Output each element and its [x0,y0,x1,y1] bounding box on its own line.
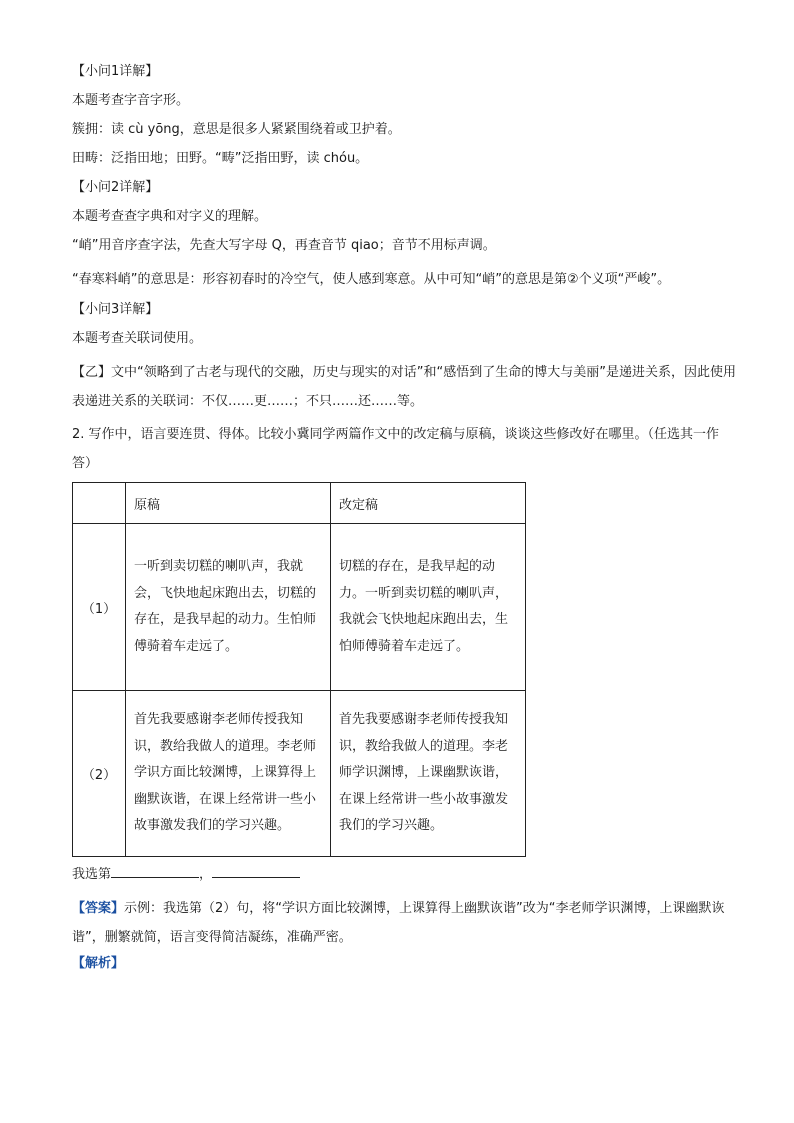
comparison-table [72,482,526,857]
q2-line-2: “峭”用音序查字法，先查大写字母 Q，再查音节 qiao；音节不用标声调。 [72,238,496,253]
table-row [73,691,526,857]
fill-separator: ， [199,867,213,882]
q2-header: 【小问2详解】 [72,180,159,195]
original-text: 首先我要感谢李老师传授我知识，教给我做人的道理。李老师学识方面比较渊博，上课算得上幽默诙谐，在课上经常讲一些小故事激发我们的学习兴趣。 [134,712,317,834]
q1-line-3: 田畴：泛指田地；田野。“畴”泛指田野，读 chóu。 [72,151,369,166]
answer-text: 示例：我选第（2）句，将“学识方面比较渊博，上课算得上幽默诙谐”改为“李老师学识渊博，上课幽默诙谐”，删繁就简，语言变得简洁凝练，准确严密。 [72,901,725,945]
header-revised: 改定稿 [331,483,526,524]
q3-header: 【小问3详解】 [72,302,159,317]
q1-line-1: 本题考查字音字形。 [72,93,190,108]
answer-paragraph [72,894,737,952]
question-2-prompt: 2. 写作中，语言要连贯、得体。比较小冀同学两篇作文中的改定稿与原稿，谈谈这些修改好在哪里。（任选其一作答） [72,427,720,471]
q3-line-2: 【乙】文中“领略到了古老与现代的交融，历史与现实的对话”和“感悟到了生命的博大与美丽”是递进关系，因此使用表递进关系的关联词：不仅……更……；不只……还……等。 [72,365,736,409]
revised-text: 首先我要感谢李老师传授我知识，教给我做人的道理。李老师学识渊博，上课幽默诙谐，在课上经常讲一些小故事激发我们的学习兴趣。 [339,712,509,834]
document-body [72,62,737,983]
q1-line-2: 簇拥：读 cù yōng，意思是很多人紧紧围绕着或卫护着。 [72,122,401,137]
header-original: 原稿 [126,483,331,524]
answer-blank-1[interactable] [111,863,199,878]
q2-line-3: “春寒料峭”的意思是：形容初春时的冷空气，使人感到寒意。从中可知“峭”的意思是第②个义项“严峻”。 [72,272,671,287]
answer-label: 【答案】 [72,901,125,916]
q3-line-1: 本题考查关联词使用。 [72,331,203,346]
row-number: （2） [73,691,126,857]
original-text: 一听到卖切糕的喇叭声，我就会，飞快地起床跑出去，切糕的存在，是我早起的动力。生怕师傅骑着车走远了。 [134,559,317,654]
q1-header: 【小问1详解】 [72,64,159,79]
row-number: （1） [73,524,126,691]
table-row [73,524,526,691]
analysis-label: 【解析】 [72,956,125,971]
answer-blank-2[interactable] [212,863,300,878]
table-header-row [73,483,526,524]
revised-text: 切糕的存在，是我早起的动力。一听到卖切糕的喇叭声，我就会飞快地起床跑出去，生怕师傅骑着车走远了。 [339,559,509,654]
q2-line-1: 本题考查查字典和对字义的理解。 [72,209,268,224]
table-corner-cell [73,483,126,524]
fill-in-line [72,863,737,885]
fill-prefix: 我选第 [72,867,112,882]
